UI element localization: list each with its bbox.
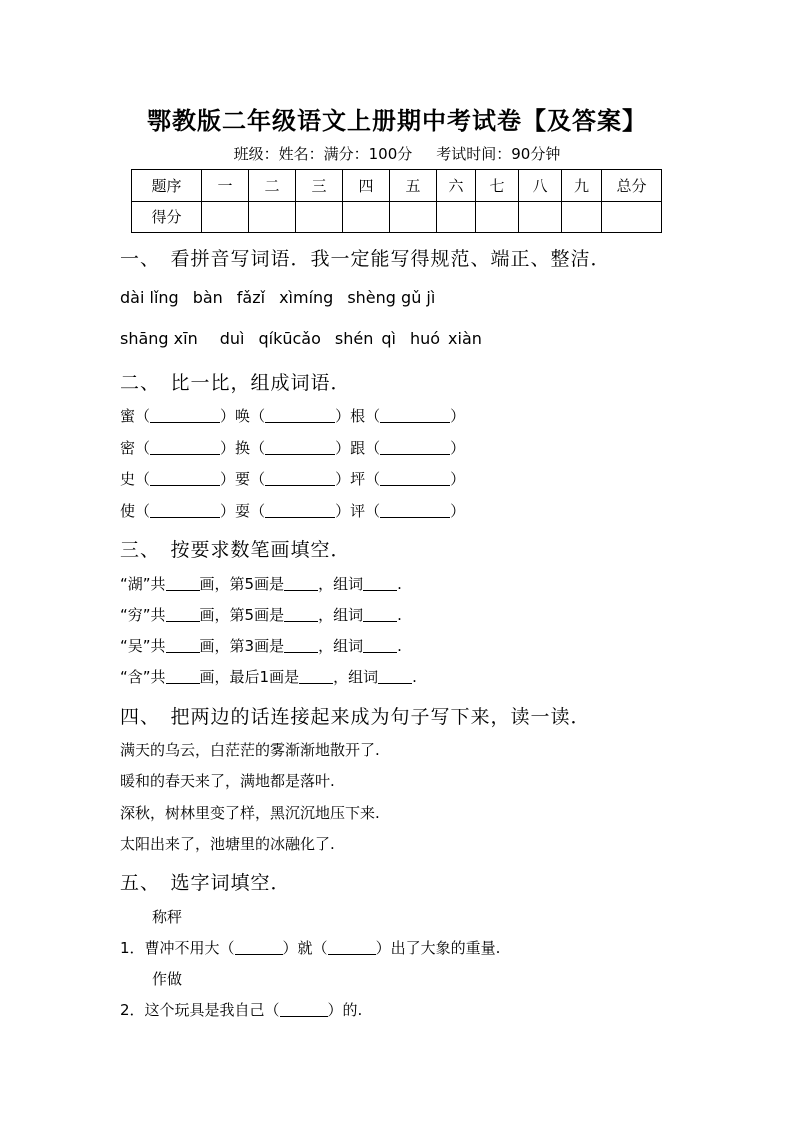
stroke-item [120,573,402,594]
paren: ） [450,502,466,520]
score-cell[interactable] [437,201,476,233]
pinyin-row-1 [120,288,449,307]
answer-blank[interactable] [265,471,335,486]
question-text: 2．这个玩具是我自己（ [120,1001,280,1019]
pinyin-word: dài lǐng [120,288,179,307]
pinyin-word: huó [409,329,441,348]
paren: （ [135,439,151,457]
header-cell: 七 [476,170,519,202]
paren: ） [335,502,351,520]
pinyin-word: qì [381,329,396,348]
answer-blank[interactable] [235,940,283,955]
paren: ） [220,439,236,457]
section-5-heading: 五、 选字词填空． [120,872,291,894]
header-cell: 八 [519,170,562,202]
answer-blank[interactable] [150,503,220,518]
sentence-line: 满天的乌云，白茫茫的雾渐渐地散开了. [120,741,380,759]
header-cell: 三 [296,170,343,202]
compare-char: 使 [120,502,136,520]
pinyin-word: xiàn [448,329,482,348]
answer-blank[interactable] [328,940,376,955]
compare-char: 蜜 [120,407,136,425]
paren: （ [365,502,381,520]
header-cell: 四 [343,170,390,202]
answer-blank[interactable] [363,576,397,591]
score-table-score-row [132,201,662,233]
stroke-text: ，组词 [333,668,379,686]
header-cell: 题序 [132,170,202,202]
stroke-text: 画，第3画是 [199,637,285,655]
exam-info [0,143,794,164]
compare-row [120,500,465,521]
answer-blank[interactable] [363,607,397,622]
answer-blank[interactable] [166,576,200,591]
answer-blank[interactable] [299,669,333,684]
paren: ） [335,470,351,488]
answer-blank[interactable] [150,471,220,486]
paren: ） [220,502,236,520]
question-text: ）就（ [282,939,328,957]
score-cell[interactable] [562,201,602,233]
paren: （ [250,407,266,425]
pinyin-row-2 [120,329,496,348]
compare-row [120,405,465,426]
period: . [397,606,402,624]
answer-blank[interactable] [284,607,318,622]
answer-blank[interactable] [265,408,335,423]
compare-char: 坪 [350,470,366,488]
pinyin-word: xìmíng [279,288,334,307]
answer-blank[interactable] [380,471,450,486]
sentence-line: 太阳出来了，池塘里的冰融化了. [120,835,335,853]
choice-words: 作做 [152,970,183,988]
period: . [397,637,402,655]
header-cell: 二 [249,170,296,202]
pinyin-word: shāng xīn [120,329,198,348]
paren: ） [220,407,236,425]
score-cell[interactable] [602,201,662,233]
section-2-heading: 二、 比一比，组成词语． [120,372,351,394]
question-text: 1．曹冲不用大（ [120,939,235,957]
compare-char: 唤 [235,407,251,425]
score-cell[interactable] [519,201,562,233]
class-name-label: 班级：姓名：满分：100分 [233,145,413,163]
header-cell: 五 [390,170,437,202]
compare-char: 耍 [235,502,251,520]
score-cell[interactable] [476,201,519,233]
stroke-char: “含”共 [120,668,166,686]
pinyin-word: fǎzǐ [236,288,266,307]
question-text: ）出了大象的重量. [375,939,501,957]
paren: （ [365,470,381,488]
header-cell: 总分 [602,170,662,202]
answer-blank[interactable] [150,440,220,455]
section-3-heading: 三、 按要求数笔画填空． [120,539,351,561]
paren: （ [135,470,151,488]
header-cell: 一 [202,170,249,202]
answer-blank[interactable] [265,503,335,518]
answer-blank[interactable] [166,669,200,684]
score-cell[interactable] [343,201,390,233]
paren: ） [335,439,351,457]
paren: ） [220,470,236,488]
paren: ） [450,470,466,488]
question-text: ）的. [327,1001,363,1019]
pinyin-word: qíkūcǎo [258,329,321,348]
stroke-text: ，组词 [318,637,364,655]
compare-row [120,437,465,458]
score-table [131,169,662,233]
pinyin-word: shèng gǔ jì [347,288,436,307]
compare-char: 换 [235,439,251,457]
stroke-text: ，组词 [318,575,364,593]
stroke-text: 画，第5画是 [199,575,285,593]
stroke-item [120,635,402,656]
answer-blank[interactable] [378,669,412,684]
answer-blank[interactable] [284,576,318,591]
stroke-text: 画，最后1画是 [199,668,300,686]
score-cell[interactable] [390,201,437,233]
page-title: 鄂教版二年级语文上册期中考试卷【及答案】 [147,106,647,135]
fill-question-2 [120,999,362,1020]
paren: ） [450,439,466,457]
section-4-heading: 四、 把两边的话连接起来成为句子写下来，读一读． [120,706,591,728]
answer-blank[interactable] [380,408,450,423]
answer-blank[interactable] [265,440,335,455]
pinyin-word: shén [334,329,374,348]
paren: （ [365,407,381,425]
pinyin-word: bàn [192,288,223,307]
sentence-line: 深秋，树林里变了样，黑沉沉地压下来. [120,804,380,822]
row-label: 得分 [132,201,202,233]
score-cell[interactable] [296,201,343,233]
answer-blank[interactable] [284,638,318,653]
stroke-item [120,604,402,625]
period: . [412,668,417,686]
answer-blank[interactable] [380,503,450,518]
stroke-text: 画，第5画是 [199,606,285,624]
paren: ） [335,407,351,425]
fill-question-1 [120,937,500,958]
compare-char: 密 [120,439,136,457]
paren: （ [250,439,266,457]
score-cell[interactable] [249,201,296,233]
stroke-char: “吴”共 [120,637,166,655]
paren: （ [250,470,266,488]
answer-blank[interactable] [280,1002,328,1017]
compare-char: 评 [350,502,366,520]
section-1-heading: 一、 看拼音写词语．我一定能写得规范、端正、整洁． [120,248,611,270]
exam-time-label: 考试时间：90分钟 [436,145,561,163]
choice-words: 称秤 [152,908,183,926]
paren: （ [135,407,151,425]
header-cell: 九 [562,170,602,202]
answer-blank[interactable] [166,638,200,653]
sentence-line: 暖和的春天来了，满地都是落叶. [120,772,335,790]
stroke-item [120,666,417,687]
compare-char: 根 [350,407,366,425]
compare-row [120,468,465,489]
answer-blank[interactable] [380,440,450,455]
compare-char: 要 [235,470,251,488]
compare-char: 跟 [350,439,366,457]
score-table-header-row [132,170,662,202]
stroke-char: “穷”共 [120,606,166,624]
answer-blank[interactable] [150,408,220,423]
header-cell: 六 [437,170,476,202]
paren: ） [450,407,466,425]
score-cell[interactable] [202,201,249,233]
answer-blank[interactable] [363,638,397,653]
paren: （ [250,502,266,520]
stroke-text: ，组词 [318,606,364,624]
answer-blank[interactable] [166,607,200,622]
stroke-char: “湖”共 [120,575,166,593]
pinyin-word: duì [219,329,245,348]
paren: （ [365,439,381,457]
compare-char: 史 [120,470,136,488]
period: . [397,575,402,593]
paren: （ [135,502,151,520]
